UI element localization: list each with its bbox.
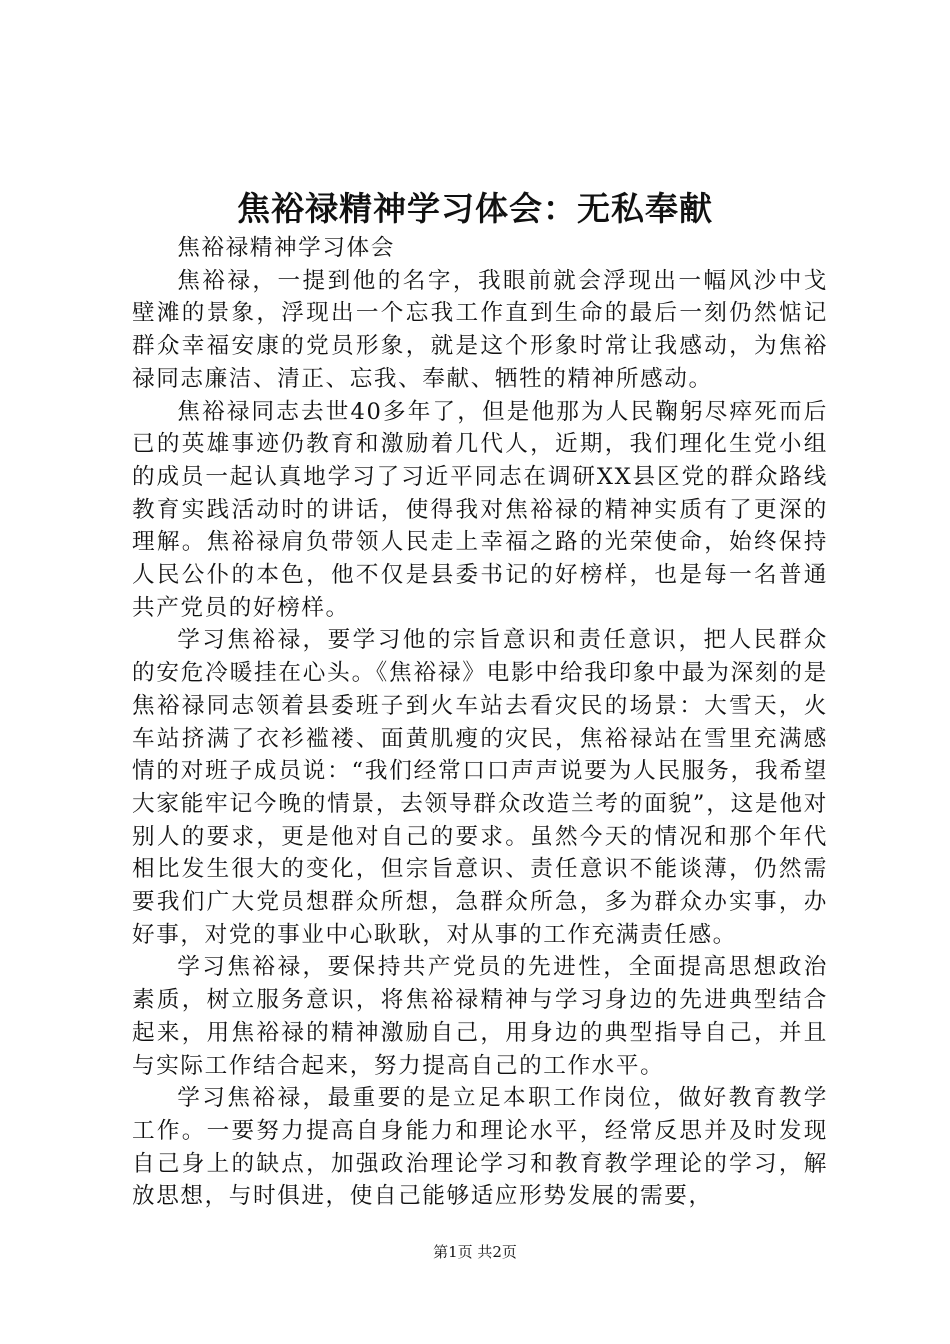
paragraph: 焦裕禄同志去世40多年了，但是他那为人民鞠躬尽瘁死而后已的英雄事迹仍教育和激励着几代人，近期，我们理化生党小组的成员一起认真地学习了习近平同志在调研XX县区党的群众路线教育实践活动时的讲话，使得我对焦裕禄的精神实质有了更深的理解。焦裕禄肩负带领人民走上幸福之路的光荣使命，始终保持人民公仆的本色，他不仅是县委书记的好榜样，也是每一名普通共产党员的好榜样。 xyxy=(132,398,828,621)
paragraph: 学习焦裕禄，最重要的是立足本职工作岗位，做好教育教学工作。一要努力提高自身能力和理论水平，经常反思并及时发现自己身上的缺点，加强政治理论学习和教育教学理论的学习，解放思想，与时俱进，使自己能够适应形势发展的需要， xyxy=(132,1085,828,1210)
document-body xyxy=(132,232,828,1213)
document-title: 焦裕禄精神学习体会：无私奉献 xyxy=(237,189,713,228)
page-footer: 第1页 共2页 xyxy=(433,1243,517,1261)
paragraph: 焦裕禄，一提到他的名字，我眼前就会浮现出一幅风沙中戈壁滩的景象，浮现出一个忘我工作直到生命的最后一刻仍然惦记群众幸福安康的党员形象，就是这个形象时常让我感动，为焦裕禄同志廉洁、清正、忘我、奉献、牺牲的精神所感动。 xyxy=(132,267,828,392)
paragraph: 学习焦裕禄，要学习他的宗旨意识和责任意识，把人民群众的安危冷暖挂在心头。《焦裕禄》电影中给我印象中最为深刻的是焦裕禄同志领着县委班子到火车站去看灾民的场景：大雪天，火车站挤满了衣衫褴褛、面黄肌瘦的灾民，焦裕禄站在雪里充满感情的对班子成员说：“我们经常口口声声说要为人民服务，我希望大家能牢记今晚的情景，去领导群众改造兰考的面貌”，这是他对别人的要求，更是他对自己的要求。虽然今天的情况和那个年代相比发生很大的变化，但宗旨意识、责任意识不能谈薄，仍然需要我们广大党员想群众所想，急群众所急，多为群众办实事，办好事，对党的事业中心耿耿，对从事的工作充满责任感。 xyxy=(132,627,828,948)
paragraph: 学习焦裕禄，要保持共产党员的先进性，全面提高思想政治素质，树立服务意识，将焦裕禄精神与学习身边的先进典型结合起来，用焦裕禄的精神激励自己，用身边的典型指导自己，并且与实际工作结合起来，努力提高自己的工作水平。 xyxy=(132,954,828,1079)
paragraph-subtitle: 焦裕禄精神学习体会 xyxy=(177,235,395,261)
